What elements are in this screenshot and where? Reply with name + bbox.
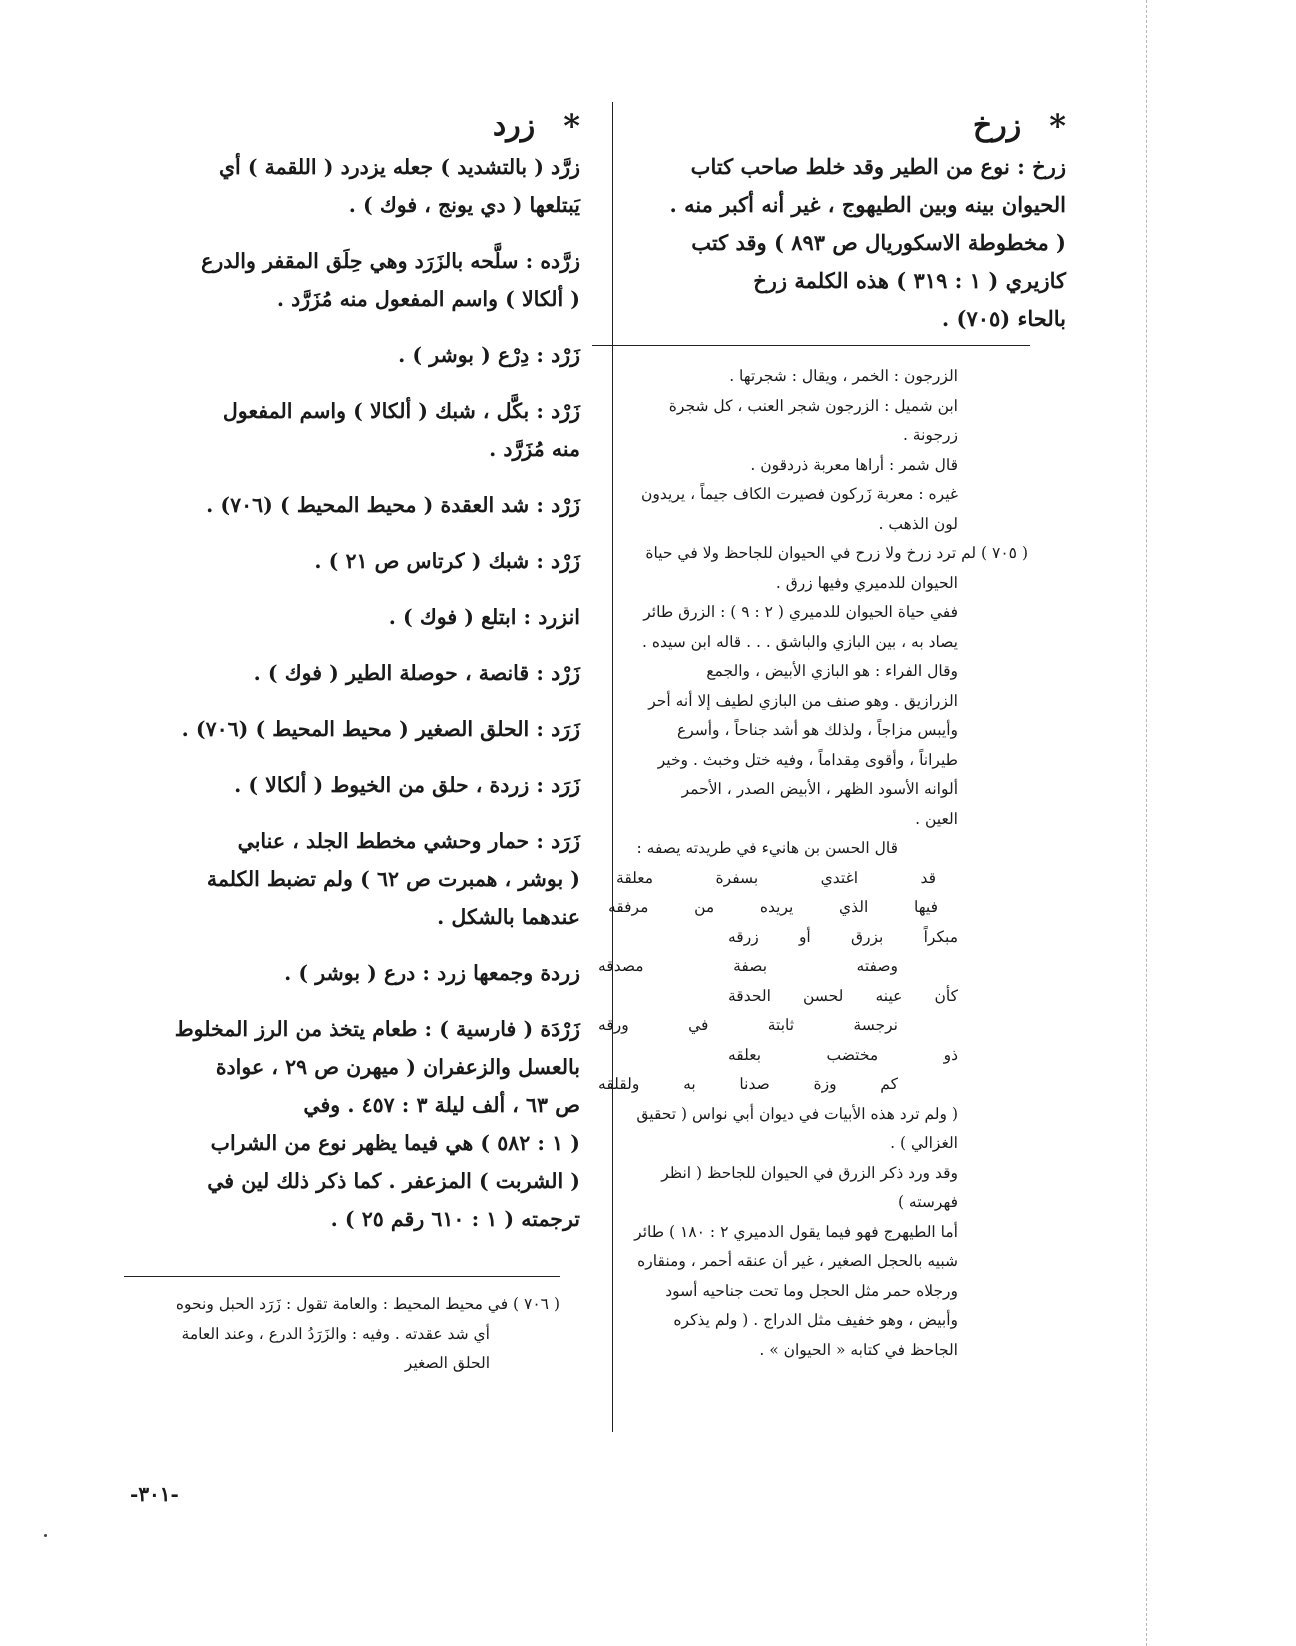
verse-line xyxy=(598,952,898,982)
entry-line: ( بوشر ، همبرت ص ٦٢ ) ولم تضبط الكلمة xyxy=(206,867,580,891)
sub-entry xyxy=(130,1010,580,1238)
entry-line: زرَّد ( بالتشديد ) جعله يزدرد ( اللقمة ) أي xyxy=(218,155,580,179)
footnote-rule-right xyxy=(592,345,1030,346)
note-line: ورجلاه حمر مثل الحجل وما تحت جناحيه أسود xyxy=(665,1281,958,1300)
note-line: وأبيض ، وهو خفيف مثل الدراج . ( ولم يذكره xyxy=(673,1311,958,1329)
verse-line xyxy=(728,982,958,1012)
note-line: طيراناً ، وأقوى مِقداماً ، وفيه ختل وخبث . وخير xyxy=(657,750,958,769)
verse-word: مختضب xyxy=(826,1045,879,1064)
entry-line: بالعسل والزعفران ( ميهرن ص ٢٩ ، عوادة xyxy=(215,1055,580,1079)
entry-line: يَبتلعها ( دي يونج ، فوك ) . xyxy=(348,193,580,217)
footnotes-right xyxy=(592,362,1028,1365)
note-line: ابن شميل : الزرجون شجر العنب ، كل شجرة xyxy=(668,396,958,415)
verse-word: مبكراً xyxy=(923,927,958,946)
note-line: العين . xyxy=(915,809,958,828)
entry-line: ص ٦٣ ، ألف ليلة ٣ : ٤٥٧ . وفي xyxy=(303,1093,580,1117)
entry-line: ( ألكالا ) واسم المفعول منه مُزَرَّد . xyxy=(276,287,580,311)
sub-entry xyxy=(130,542,580,580)
verse-word: الحدقة xyxy=(728,986,771,1005)
entry-line: زَرَد : حمار وحشي مخطط الجلد ، عنابي xyxy=(237,829,580,853)
entry-line: زَرْد : بكَّل ، شبك ( ألكالا ) واسم المفعول xyxy=(222,399,580,423)
verse-line xyxy=(608,893,938,923)
footnote-left xyxy=(130,1290,560,1379)
verse-word: بصفة xyxy=(733,957,768,975)
verse-word: وصفته xyxy=(856,957,898,975)
note-line: الغزالي ) . xyxy=(890,1134,958,1152)
sub-entry xyxy=(130,766,580,804)
entry-line: منه مُزَرَّد . xyxy=(489,437,580,461)
note-line: الجاحظ في كتابه « الحيوان » . xyxy=(759,1340,958,1359)
entry-line: زَرَد : الحلق الصغير ( محيط المحيط ) (٧٠٦) . xyxy=(181,717,580,741)
verse-word: من xyxy=(694,898,715,916)
entry-line: زَرْد : شد العقدة ( محيط المحيط ) (٧٠٦) . xyxy=(206,493,580,517)
entry-zard xyxy=(130,104,580,1256)
entry-line: زَرْد : شبك ( كرتاس ص ٢١ ) . xyxy=(314,549,580,573)
sub-entry xyxy=(130,710,580,748)
verse-line xyxy=(728,1041,958,1071)
verse-word: لحسن xyxy=(803,986,844,1005)
entry-line: زرَّده : سلَّحه بالزَرَد وهي حِلَق المقفر والدرع xyxy=(201,249,580,273)
entry-line: ( مخطوطة الاسكوريال ص ٨٩٣ ) وقد كتب xyxy=(691,230,1066,255)
verse-word: ولقلقه xyxy=(598,1075,640,1093)
verse-word: به xyxy=(683,1075,696,1093)
entry-heading-zard xyxy=(130,104,580,148)
verse-word: بزرق xyxy=(850,927,884,946)
verse-word: بعلقه xyxy=(728,1045,762,1064)
entry-line: كازيري ( ١ : ٣١٩ ) هذه الكلمة زرخ xyxy=(753,268,1066,293)
footnote-line: الحلق الصغير xyxy=(404,1354,490,1372)
entry-line: ( الشربت ) المزعفر . كما ذكر ذلك لين في xyxy=(207,1169,580,1193)
entry-line: عندهما بالشكل . xyxy=(437,905,580,929)
sub-entry xyxy=(130,654,580,692)
verse-word: عينه xyxy=(875,986,903,1005)
entry-line: زردة وجمعها زرد : درع ( بوشر ) . xyxy=(284,961,580,985)
page-edge-line xyxy=(1146,0,1147,1646)
page-number: -٣٠١- xyxy=(130,1482,179,1506)
verse-word: مصدقه xyxy=(598,957,644,975)
verse-word: ذو xyxy=(943,1045,958,1064)
heading-text: زرد xyxy=(492,108,536,143)
entry-line: زَرْد : دِرْع ( بوشر ) . xyxy=(398,343,580,367)
sub-entry xyxy=(130,954,580,992)
verse-word: كأن xyxy=(934,986,958,1005)
note-line: أما الطيهرج فهو فيما يقول الدميري ٢ : ١٨٠ ) طائر xyxy=(634,1222,958,1241)
note-line: غيره : معربة زَركون فصيرت الكاف جيماً ، يريدون xyxy=(641,485,958,503)
note-line: وقال الفراء : هو البازي الأبيض ، والجمع xyxy=(706,662,958,680)
asterisk-icon: * xyxy=(1049,107,1066,145)
sub-entry xyxy=(130,486,580,524)
verse-word: وزة xyxy=(813,1075,837,1093)
entry-line: الحيوان بينه وبين الطيهوج ، غير أنه أكبر منه . xyxy=(669,192,1066,217)
verse-line xyxy=(616,864,958,894)
verse-word: أو xyxy=(798,927,811,946)
sub-entry xyxy=(130,392,580,468)
verse-word: كم xyxy=(880,1075,898,1093)
speck xyxy=(44,1534,47,1537)
footnote-line: ( ٧٠٦ ) في محيط المحيط : والعامة تقول : زَرَد الحبل ونحوه xyxy=(175,1295,560,1313)
verse-word: صدنا xyxy=(739,1075,770,1093)
note-line: زرجونة . xyxy=(902,426,958,444)
entry-line: ترجمته ( ١ : ٦١٠ رقم ٢٥ ) . xyxy=(330,1207,580,1231)
note-line: قال الحسن بن هانيء في طريدته يصفه : xyxy=(636,839,898,857)
note-line: يصاد به ، بين البازي والباشق . . . قاله ابن سيده . xyxy=(641,632,958,651)
note-line: لون الذهب . xyxy=(878,514,958,533)
footnote-rule-left xyxy=(124,1276,560,1277)
footnote-line: أي شد عقدته . وفيه : والزَرَدُ الدرع ، وعند العامة xyxy=(181,1324,490,1343)
heading-text: زرخ xyxy=(972,108,1022,143)
note-line: الزرجون : الخمر ، ويقال : شجرتها . xyxy=(729,367,958,385)
sub-entry xyxy=(130,242,580,318)
entry-line: زرخ : نوع من الطير وقد خلط صاحب كتاب xyxy=(690,154,1066,179)
note-line: ففي حياة الحيوان للدميري ( ٢ : ٩ ) : الزرق طائر xyxy=(643,603,958,621)
verse-word: يريده xyxy=(759,898,794,916)
entry-zarkh xyxy=(620,104,1066,338)
verse-word: الذي xyxy=(839,898,869,916)
verse-word: ورقه xyxy=(598,1016,629,1034)
note-line: قال شمر : أراها معربة ذردقون . xyxy=(750,455,958,474)
sub-entry xyxy=(130,148,580,224)
entry-line: زَرْد : قانصة ، حوصلة الطير ( فوك ) . xyxy=(253,661,580,685)
verse-word: ثابتة xyxy=(767,1016,795,1034)
verse-word: بسفرة xyxy=(715,868,759,887)
note-line: الحيوان للدميري وفيها زرق . xyxy=(775,573,958,592)
sub-entry xyxy=(130,598,580,636)
entry-line: زَرَد : زردة ، حلق من الخيوط ( ألكالا ) . xyxy=(234,773,580,797)
note-line: وأيبس مزاجاً ، ولذلك هو أشد جناحاً ، وأسرع xyxy=(676,721,958,739)
note-line: فهرسته ) xyxy=(897,1193,958,1211)
verse-word: نرجسة xyxy=(853,1016,898,1034)
verse-line xyxy=(598,1070,898,1100)
note-line: ( ولم ترد هذه الأبيات في ديوان أبي نواس ( تحقيق xyxy=(636,1104,958,1123)
verse-word: قد xyxy=(920,868,936,887)
verse-word: في xyxy=(688,1016,709,1034)
note-line: الزرازيق . وهو صنف من البازي لطيف إلا أنه أحر xyxy=(648,691,958,710)
asterisk-icon: * xyxy=(563,107,580,145)
sub-entry xyxy=(130,336,580,374)
entry-line: ( ١ : ٥٨٢ ) هي فيما يظهر نوع من الشراب xyxy=(210,1131,580,1155)
entry-line: زَرْدَة ( فارسية ) : طعام يتخذ من الرز المخلوط xyxy=(174,1017,580,1041)
note-line: شبيه بالحجل الصغير ، غير أن عنقه أحمر ، ومنقاره xyxy=(637,1252,958,1270)
verse-line xyxy=(598,1011,898,1041)
entry-heading-zarkh xyxy=(620,104,1066,148)
verse-word: زرقه xyxy=(728,927,759,946)
entry-line: بالحاء (٧٠٥) . xyxy=(941,306,1066,331)
verse-word: مرفقه xyxy=(608,898,649,916)
note-line: وقد ورد ذكر الزرق في الحيوان للجاحظ ( انظر xyxy=(661,1163,958,1182)
entry-body xyxy=(620,148,1066,338)
sub-entry xyxy=(130,822,580,936)
verse-word: معلقة xyxy=(616,868,654,887)
entry-line: انزرد : ابتلع ( فوك ) . xyxy=(388,605,580,629)
verse-line xyxy=(728,923,958,953)
note-line: ألوانه الأسود الظهر ، الأبيض الصدر ، الأحمر xyxy=(681,780,958,798)
verse-word: اغتدي xyxy=(820,868,858,887)
verse-word: فيها xyxy=(914,898,938,916)
note-line: ( ٧٠٥ ) لم ترد زرخ ولا زرح في الحيوان للجاحظ ولا في حياة xyxy=(645,544,1028,562)
